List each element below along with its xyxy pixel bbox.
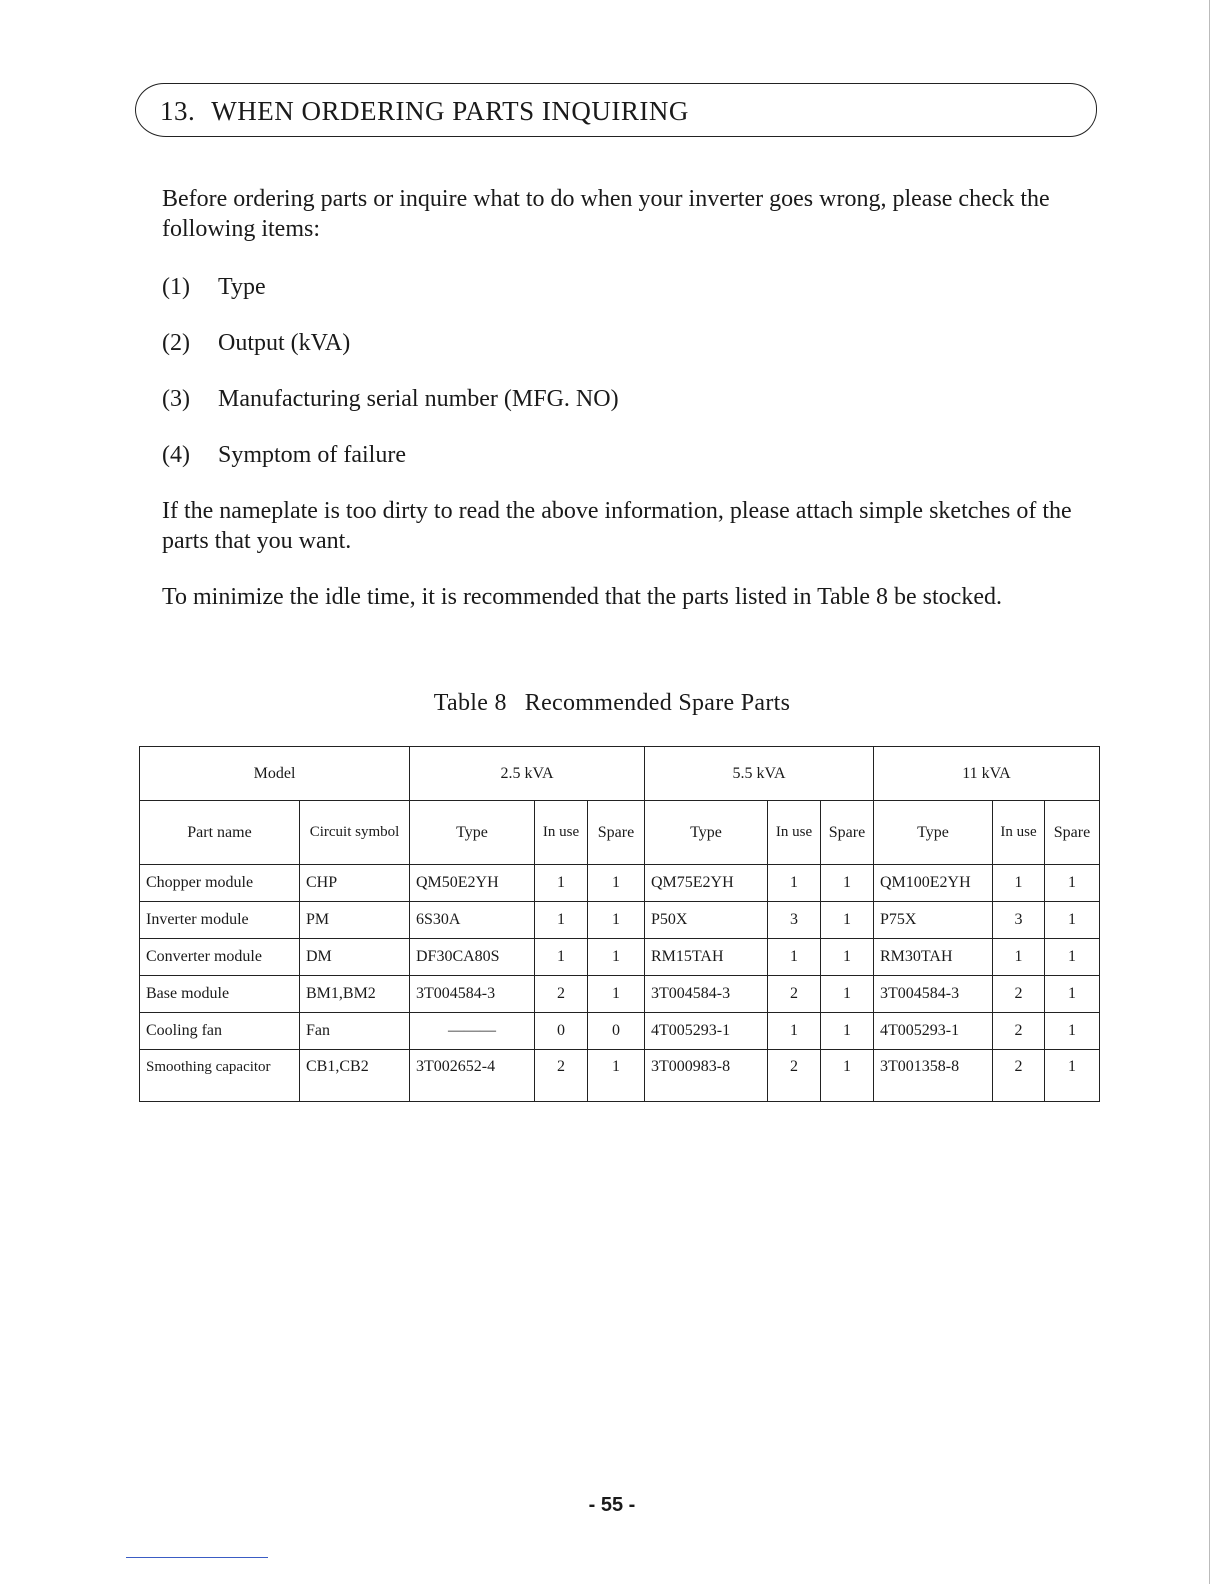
- page-number: - 55 -: [588, 1494, 636, 1516]
- type-cell: RM30TAH: [874, 939, 993, 976]
- model-5-5kva: 5.5 kVA: [645, 747, 874, 801]
- type-cell: 6S30A: [410, 902, 535, 939]
- in-use-header: In use: [993, 801, 1045, 865]
- in-use-cell: 2: [993, 1013, 1045, 1050]
- list-text: Type: [218, 274, 266, 300]
- spare-cell: 1: [821, 902, 874, 939]
- list-text: Manufacturing serial number (MFG. NO): [218, 386, 619, 412]
- circuit-symbol-cell: DM: [300, 939, 410, 976]
- spare-cell: 1: [821, 1050, 874, 1102]
- in-use-cell: 2: [535, 976, 588, 1013]
- table-row: [140, 976, 1100, 1013]
- part-name-cell: Converter module: [140, 939, 300, 976]
- part-name-cell: Chopper module: [140, 865, 300, 902]
- in-use-cell: 1: [535, 939, 588, 976]
- spare-cell: 1: [588, 865, 645, 902]
- in-use-cell: 0: [535, 1013, 588, 1050]
- spare-cell: 1: [1045, 939, 1100, 976]
- list-marker: (1): [162, 274, 190, 300]
- in-use-cell: 2: [768, 976, 821, 1013]
- type-cell: 3T004584-3: [645, 976, 768, 1013]
- spare-header: Spare: [1045, 801, 1100, 865]
- in-use-cell: 2: [993, 976, 1045, 1013]
- footer-rule: [126, 1557, 268, 1558]
- table-row: [140, 1013, 1100, 1050]
- model-header-row: [140, 747, 1100, 801]
- spare-cell: 1: [1045, 902, 1100, 939]
- spare-cell: 1: [1045, 976, 1100, 1013]
- section-heading: [160, 96, 689, 127]
- list-item: [162, 384, 619, 414]
- list-text: Output (kVA): [218, 330, 351, 356]
- stock-note: To minimize the idle time, it is recommended that the parts listed in Table 8 be stocked.: [162, 584, 1002, 610]
- spare-cell: 1: [588, 976, 645, 1013]
- type-cell: QM100E2YH: [874, 865, 993, 902]
- in-use-cell: 1: [535, 865, 588, 902]
- in-use-cell: 3: [768, 902, 821, 939]
- in-use-cell: 1: [993, 865, 1045, 902]
- list-text: Symptom of failure: [218, 442, 406, 468]
- type-cell: P75X: [874, 902, 993, 939]
- type-cell: ———: [410, 1013, 535, 1050]
- type-cell: DF30CA80S: [410, 939, 535, 976]
- table-caption-number: Table 8: [433, 690, 507, 716]
- type-cell: 3T002652-4: [410, 1050, 535, 1102]
- in-use-cell: 1: [768, 865, 821, 902]
- intro-paragraph: Before ordering parts or inquire what to do when your inverter goes wrong, please check the following items:: [162, 186, 1050, 242]
- circuit-symbol-cell: Fan: [300, 1013, 410, 1050]
- part-name-cell: Smoothing capacitor: [140, 1050, 300, 1102]
- part-name-header: Part name: [140, 801, 300, 865]
- table-caption-title: Recommended Spare Parts: [524, 690, 791, 716]
- spare-cell: 1: [588, 902, 645, 939]
- type-cell: 3T004584-3: [874, 976, 993, 1013]
- list-marker: (2): [162, 330, 190, 356]
- type-header: Type: [645, 801, 768, 865]
- list-marker: (4): [162, 442, 190, 468]
- in-use-cell: 2: [535, 1050, 588, 1102]
- spare-cell: 1: [1045, 1013, 1100, 1050]
- list-item: [162, 272, 266, 302]
- page-edge-line: [1209, 0, 1210, 1584]
- list-item: [162, 328, 350, 358]
- in-use-cell: 2: [768, 1050, 821, 1102]
- model-11kva: 11 kVA: [874, 747, 1100, 801]
- in-use-cell: 2: [993, 1050, 1045, 1102]
- type-cell: 3T004584-3: [410, 976, 535, 1013]
- in-use-cell: 1: [768, 939, 821, 976]
- list-marker: (3): [162, 386, 190, 412]
- type-cell: 4T005293-1: [645, 1013, 768, 1050]
- section-number: 13.: [160, 96, 196, 126]
- column-header-row: [140, 801, 1100, 865]
- spare-cell: 1: [821, 1013, 874, 1050]
- table-row: [140, 865, 1100, 902]
- type-cell: RM15TAH: [645, 939, 768, 976]
- section-title: WHEN ORDERING PARTS INQUIRING: [211, 96, 689, 126]
- spare-cell: 1: [821, 976, 874, 1013]
- table-caption: [0, 690, 1224, 717]
- type-cell: 4T005293-1: [874, 1013, 993, 1050]
- type-cell: QM75E2YH: [645, 865, 768, 902]
- spare-cell: 1: [588, 939, 645, 976]
- type-cell: 3T000983-8: [645, 1050, 768, 1102]
- in-use-header: In use: [535, 801, 588, 865]
- type-cell: 3T001358-8: [874, 1050, 993, 1102]
- spare-cell: 1: [1045, 1050, 1100, 1102]
- circuit-symbol-cell: PM: [300, 902, 410, 939]
- circuit-symbol-cell: CB1,CB2: [300, 1050, 410, 1102]
- table-row: [140, 1050, 1100, 1102]
- table-row: [140, 939, 1100, 976]
- spare-cell: 1: [821, 865, 874, 902]
- spare-parts-table: [139, 746, 1100, 1102]
- circuit-symbol-cell: CHP: [300, 865, 410, 902]
- table-row: [140, 902, 1100, 939]
- spare-header: Spare: [588, 801, 645, 865]
- model-2-5kva: 2.5 kVA: [410, 747, 645, 801]
- in-use-header: In use: [768, 801, 821, 865]
- in-use-cell: 3: [993, 902, 1045, 939]
- type-cell: P50X: [645, 902, 768, 939]
- type-header: Type: [410, 801, 535, 865]
- circuit-symbol-header: Circuit symbol: [300, 801, 410, 865]
- part-name-cell: Cooling fan: [140, 1013, 300, 1050]
- spare-header: Spare: [821, 801, 874, 865]
- spare-cell: 1: [1045, 865, 1100, 902]
- part-name-cell: Base module: [140, 976, 300, 1013]
- in-use-cell: 1: [768, 1013, 821, 1050]
- in-use-cell: 1: [993, 939, 1045, 976]
- spare-cell: 1: [588, 1050, 645, 1102]
- spare-cell: 1: [821, 939, 874, 976]
- circuit-symbol-cell: BM1,BM2: [300, 976, 410, 1013]
- type-header: Type: [874, 801, 993, 865]
- part-name-cell: Inverter module: [140, 902, 300, 939]
- type-cell: QM50E2YH: [410, 865, 535, 902]
- list-item: [162, 440, 406, 470]
- nameplate-note: If the nameplate is too dirty to read the above information, please attach simple sketches of the parts that you want.: [162, 498, 1072, 554]
- spare-cell: 0: [588, 1013, 645, 1050]
- model-label: Model: [140, 747, 410, 801]
- in-use-cell: 1: [535, 902, 588, 939]
